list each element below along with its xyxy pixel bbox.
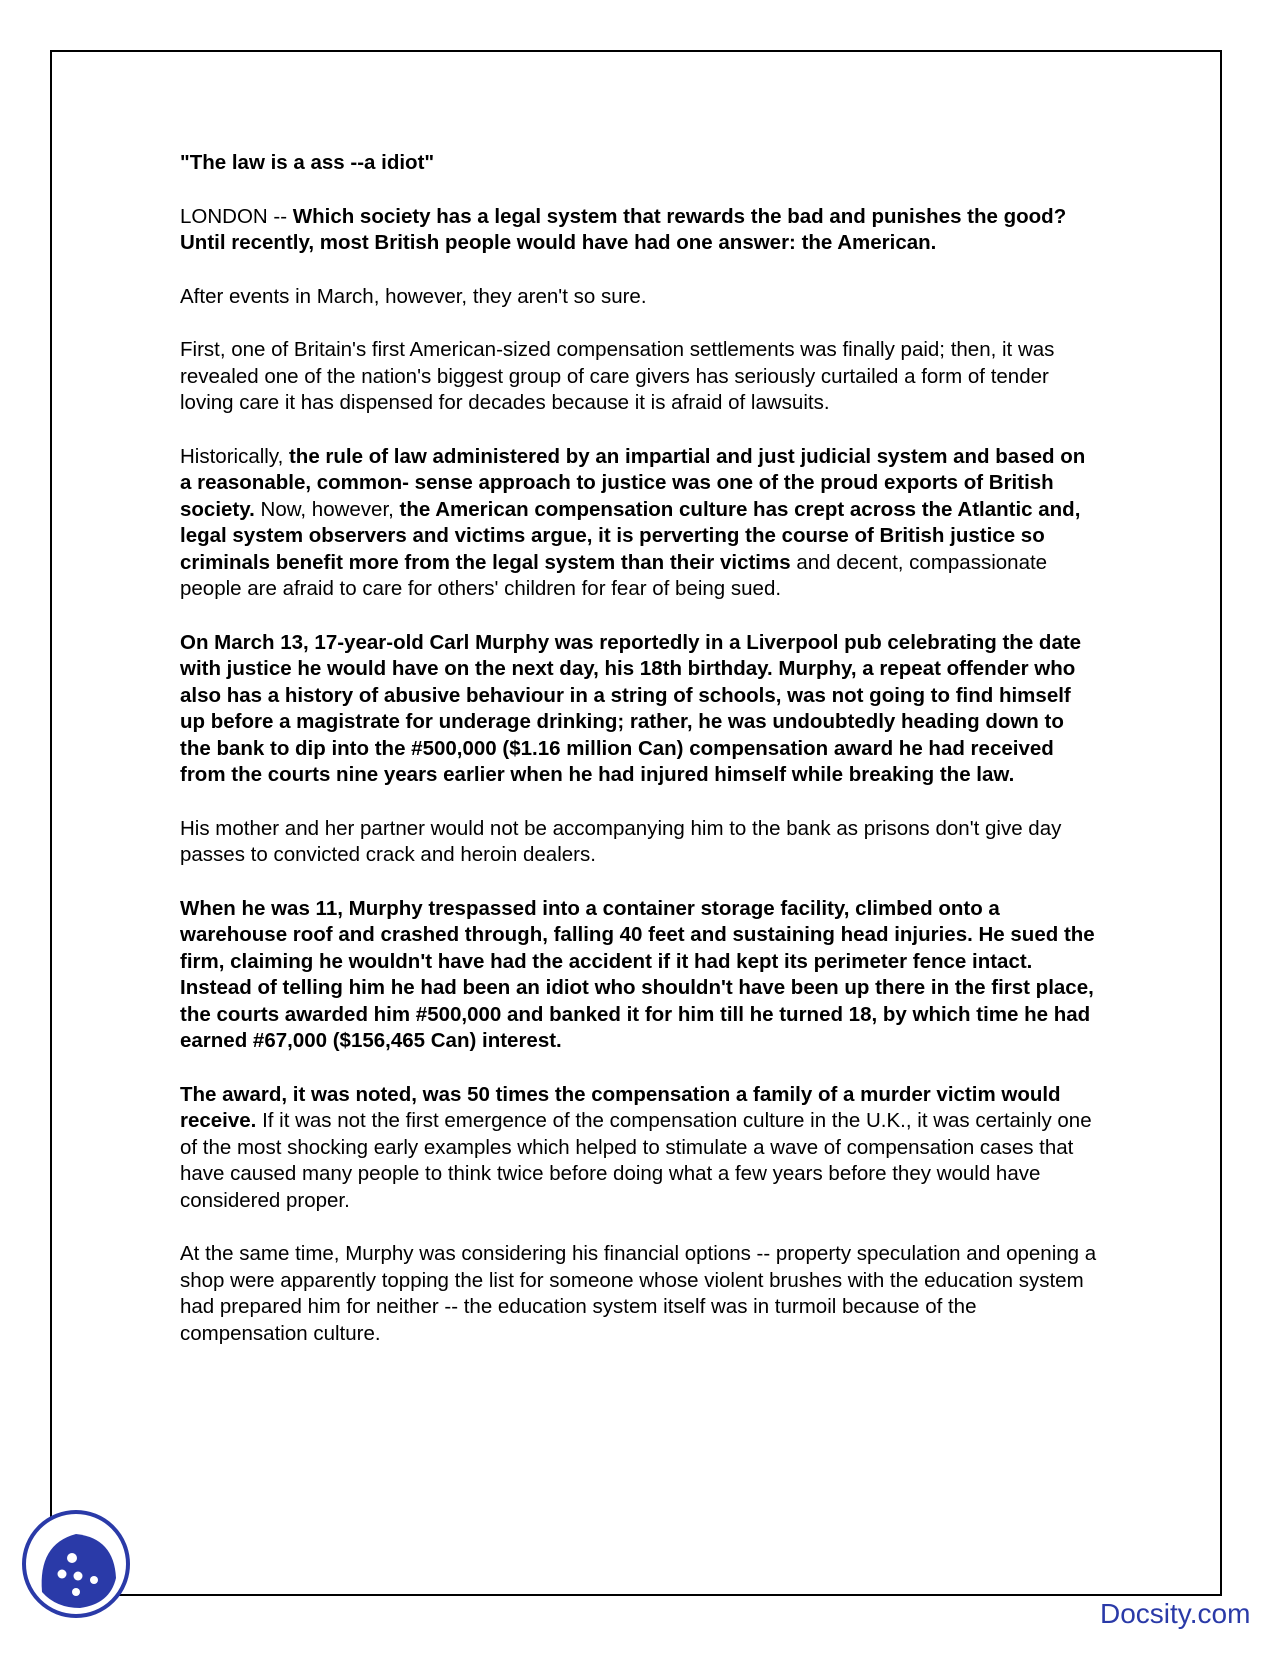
docsity-logo-icon [20, 1508, 132, 1620]
p4-bold-1: the rule of law administered by an impartial and just judicial system and based on a reasonable, common- sense approach to justice was one of the proud exports of British society. [180, 444, 1086, 521]
p8-bold: The award, it was noted, was 50 times the compensation a family of a murder victim would receive. [180, 1082, 1061, 1132]
dateline: LONDON -- [180, 204, 293, 228]
paragraph-5 [180, 630, 1100, 789]
paragraph-8 [180, 1082, 1100, 1215]
p7-bold: When he was 11, Murphy trespassed into a container storage facility, climbed onto a warehouse roof and crashed through, falling 40 feet and sustaining head injuries. He sued the firm, claiming he wouldn't have had the accident if it had kept its perimeter fence intact. Instead of telling him he had been an idiot who shouldn't have been up there in the first place, the courts awarded him #500,000 and banked it for him till he turned 18, by which time he had earned #67,000 ($156,465 Can) interest. [180, 896, 1095, 1052]
p5-bold: On March 13, 17-year-old Carl Murphy was reportedly in a Liverpool pub celebrating the date with justice he would have on the next day, his 18th birthday. Murphy, a repeat offender who also has a history of abusive behaviour in a string of schools, was not going to find himself up before a magistrate for underage drinking; rather, he was undoubtedly heading down to the bank to dip into the #500,000 ($1.16 million Can) compensation award he had received from the courts nine years earlier when he had injured himself while breaking the law. [180, 630, 1082, 786]
paragraph-9: At the same time, Murphy was considering his financial options -- property speculation and opening a shop were apparently topping the list for someone whose violent brushes with the education system had prepared him for neither -- the education system itself was in turmoil because of the compensation culture. [180, 1242, 1097, 1345]
p4-text-3: and decent, compassionate people are afraid to care for others' children for fear of being sued. [180, 550, 1048, 600]
paragraph-6: His mother and her partner would not be accompanying him to the bank as prisons don't give day passes to convicted crack and heroin dealers. [180, 816, 1062, 866]
paragraph-7 [180, 896, 1100, 1055]
p4-text-1: Historically, [180, 444, 289, 468]
paragraph-2: After events in March, however, they aren't so sure. [180, 284, 647, 308]
paragraph-3: First, one of Britain's first American-sized compensation settlements was finally paid; then, it was revealed one of the nation's biggest group of care givers has seriously curtailed a form of tender loving care it has dispensed for decades because it is afraid of lawsuits. [180, 338, 1055, 414]
p4-text-2: Now, however, [254, 497, 400, 521]
p4-bold-2: the American compensation culture has crept across the Atlantic and, legal system observers and victims argue, it is perverting the course of British justice so criminals benefit more from the legal system than their victims [180, 497, 1081, 574]
paragraph-4 [180, 444, 1100, 603]
article-title: "The law is a ass --a idiot" [180, 151, 435, 174]
paragraph-intro [180, 204, 1100, 257]
docsity-brand-link[interactable]: Docsity.com [1100, 1598, 1251, 1629]
p8-text: If it was not the first emergence of the compensation culture in the U.K., it was certainly one of the most shocking early examples which helped to stimulate a wave of compensation cases that have caused many people to think twice before doing what a few years before they would have considered proper. [180, 1109, 1092, 1212]
article-body [180, 150, 1100, 1374]
intro-bold: Which society has a legal system that rewards the bad and punishes the good? Until recently, most British people would have had one answer: the American. [180, 204, 1067, 254]
